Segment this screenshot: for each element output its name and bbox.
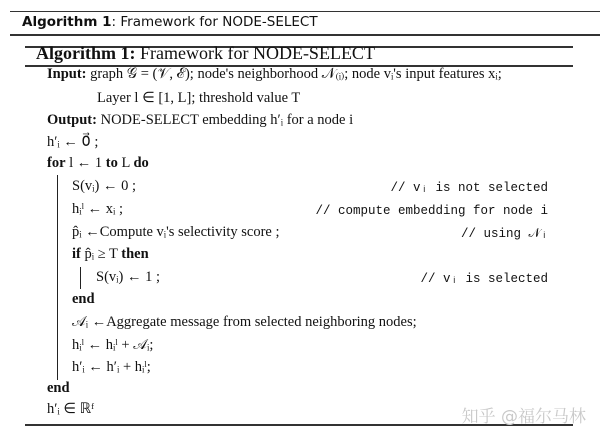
output-text: NODE-SELECT embedding h′ᵢ for a node i [96, 112, 354, 128]
step-update-output: h′ᵢ ← h′ᵢ + hᵢˡ; [72, 359, 151, 375]
algorithm-title [36, 43, 375, 64]
init-line: h′ᵢ ← 0⃗ ; [47, 134, 99, 150]
input-keyword: Input: [47, 66, 87, 82]
if-condition: p̂ᵢ ≥ T [80, 246, 122, 262]
top-rule [10, 11, 600, 12]
for-block-bar [57, 175, 58, 380]
caption-rule [10, 34, 600, 36]
step-init-selection: S(vᵢ) ← 0 ; [72, 178, 136, 194]
title-label: Algorithm 1: [36, 43, 136, 63]
step-aggregate: 𝒜ᵢ ←Aggregate message from selected neighboring nodes; [72, 314, 417, 330]
end-keyword: end [47, 380, 70, 396]
for-line [47, 155, 149, 172]
input-line-2: Layer l ∈ [1, L]; threshold value T [97, 90, 301, 106]
output-line [47, 112, 353, 129]
output-keyword: Output: [47, 112, 97, 128]
if-block-bar [80, 267, 81, 289]
input-text: graph 𝒢 = (𝒱, ℰ); node's neighborhood 𝒩₍ᵢ₎; node vᵢ's input features xᵢ; [86, 66, 502, 82]
input-line [47, 66, 502, 83]
for-keyword: for [47, 155, 66, 171]
end-if [72, 291, 95, 308]
caption [22, 14, 318, 30]
comment-selected: // vᵢ is selected [420, 272, 548, 286]
caption-text: : Framework for NODE-SELECT [111, 14, 318, 30]
for-range-end: L [117, 155, 134, 171]
then-keyword: then [121, 246, 149, 262]
step-mark-selected: S(vᵢ) ← 1 ; [96, 269, 160, 285]
comment-compute-embedding: // compute embedding for node i [315, 204, 548, 218]
final-output: h′ᵢ ∈ ℝᶠ [47, 401, 95, 417]
step-compute-embedding: hᵢˡ ← xᵢ ; [72, 201, 124, 217]
for-range-start: l ← 1 [65, 155, 106, 171]
end-keyword: end [72, 291, 95, 307]
comment-not-selected: // vᵢ is not selected [390, 181, 548, 195]
to-keyword: to [105, 155, 118, 171]
watermark: 知乎 @福尔马林 [461, 407, 586, 427]
title-text: Framework for NODE-SELECT [135, 43, 375, 63]
if-keyword: if [72, 246, 81, 262]
step-selectivity-score: p̂ᵢ ←Compute vᵢ's selectivity score ; [72, 224, 280, 240]
end-for [47, 380, 70, 397]
if-line [72, 246, 149, 263]
comment-using-neighborhood: // using 𝒩ᵢ [461, 227, 548, 241]
caption-label: Algorithm 1 [22, 14, 112, 30]
step-update-layer: hᵢˡ ← hᵢˡ + 𝒜ᵢ; [72, 337, 154, 353]
do-keyword: do [133, 155, 149, 171]
